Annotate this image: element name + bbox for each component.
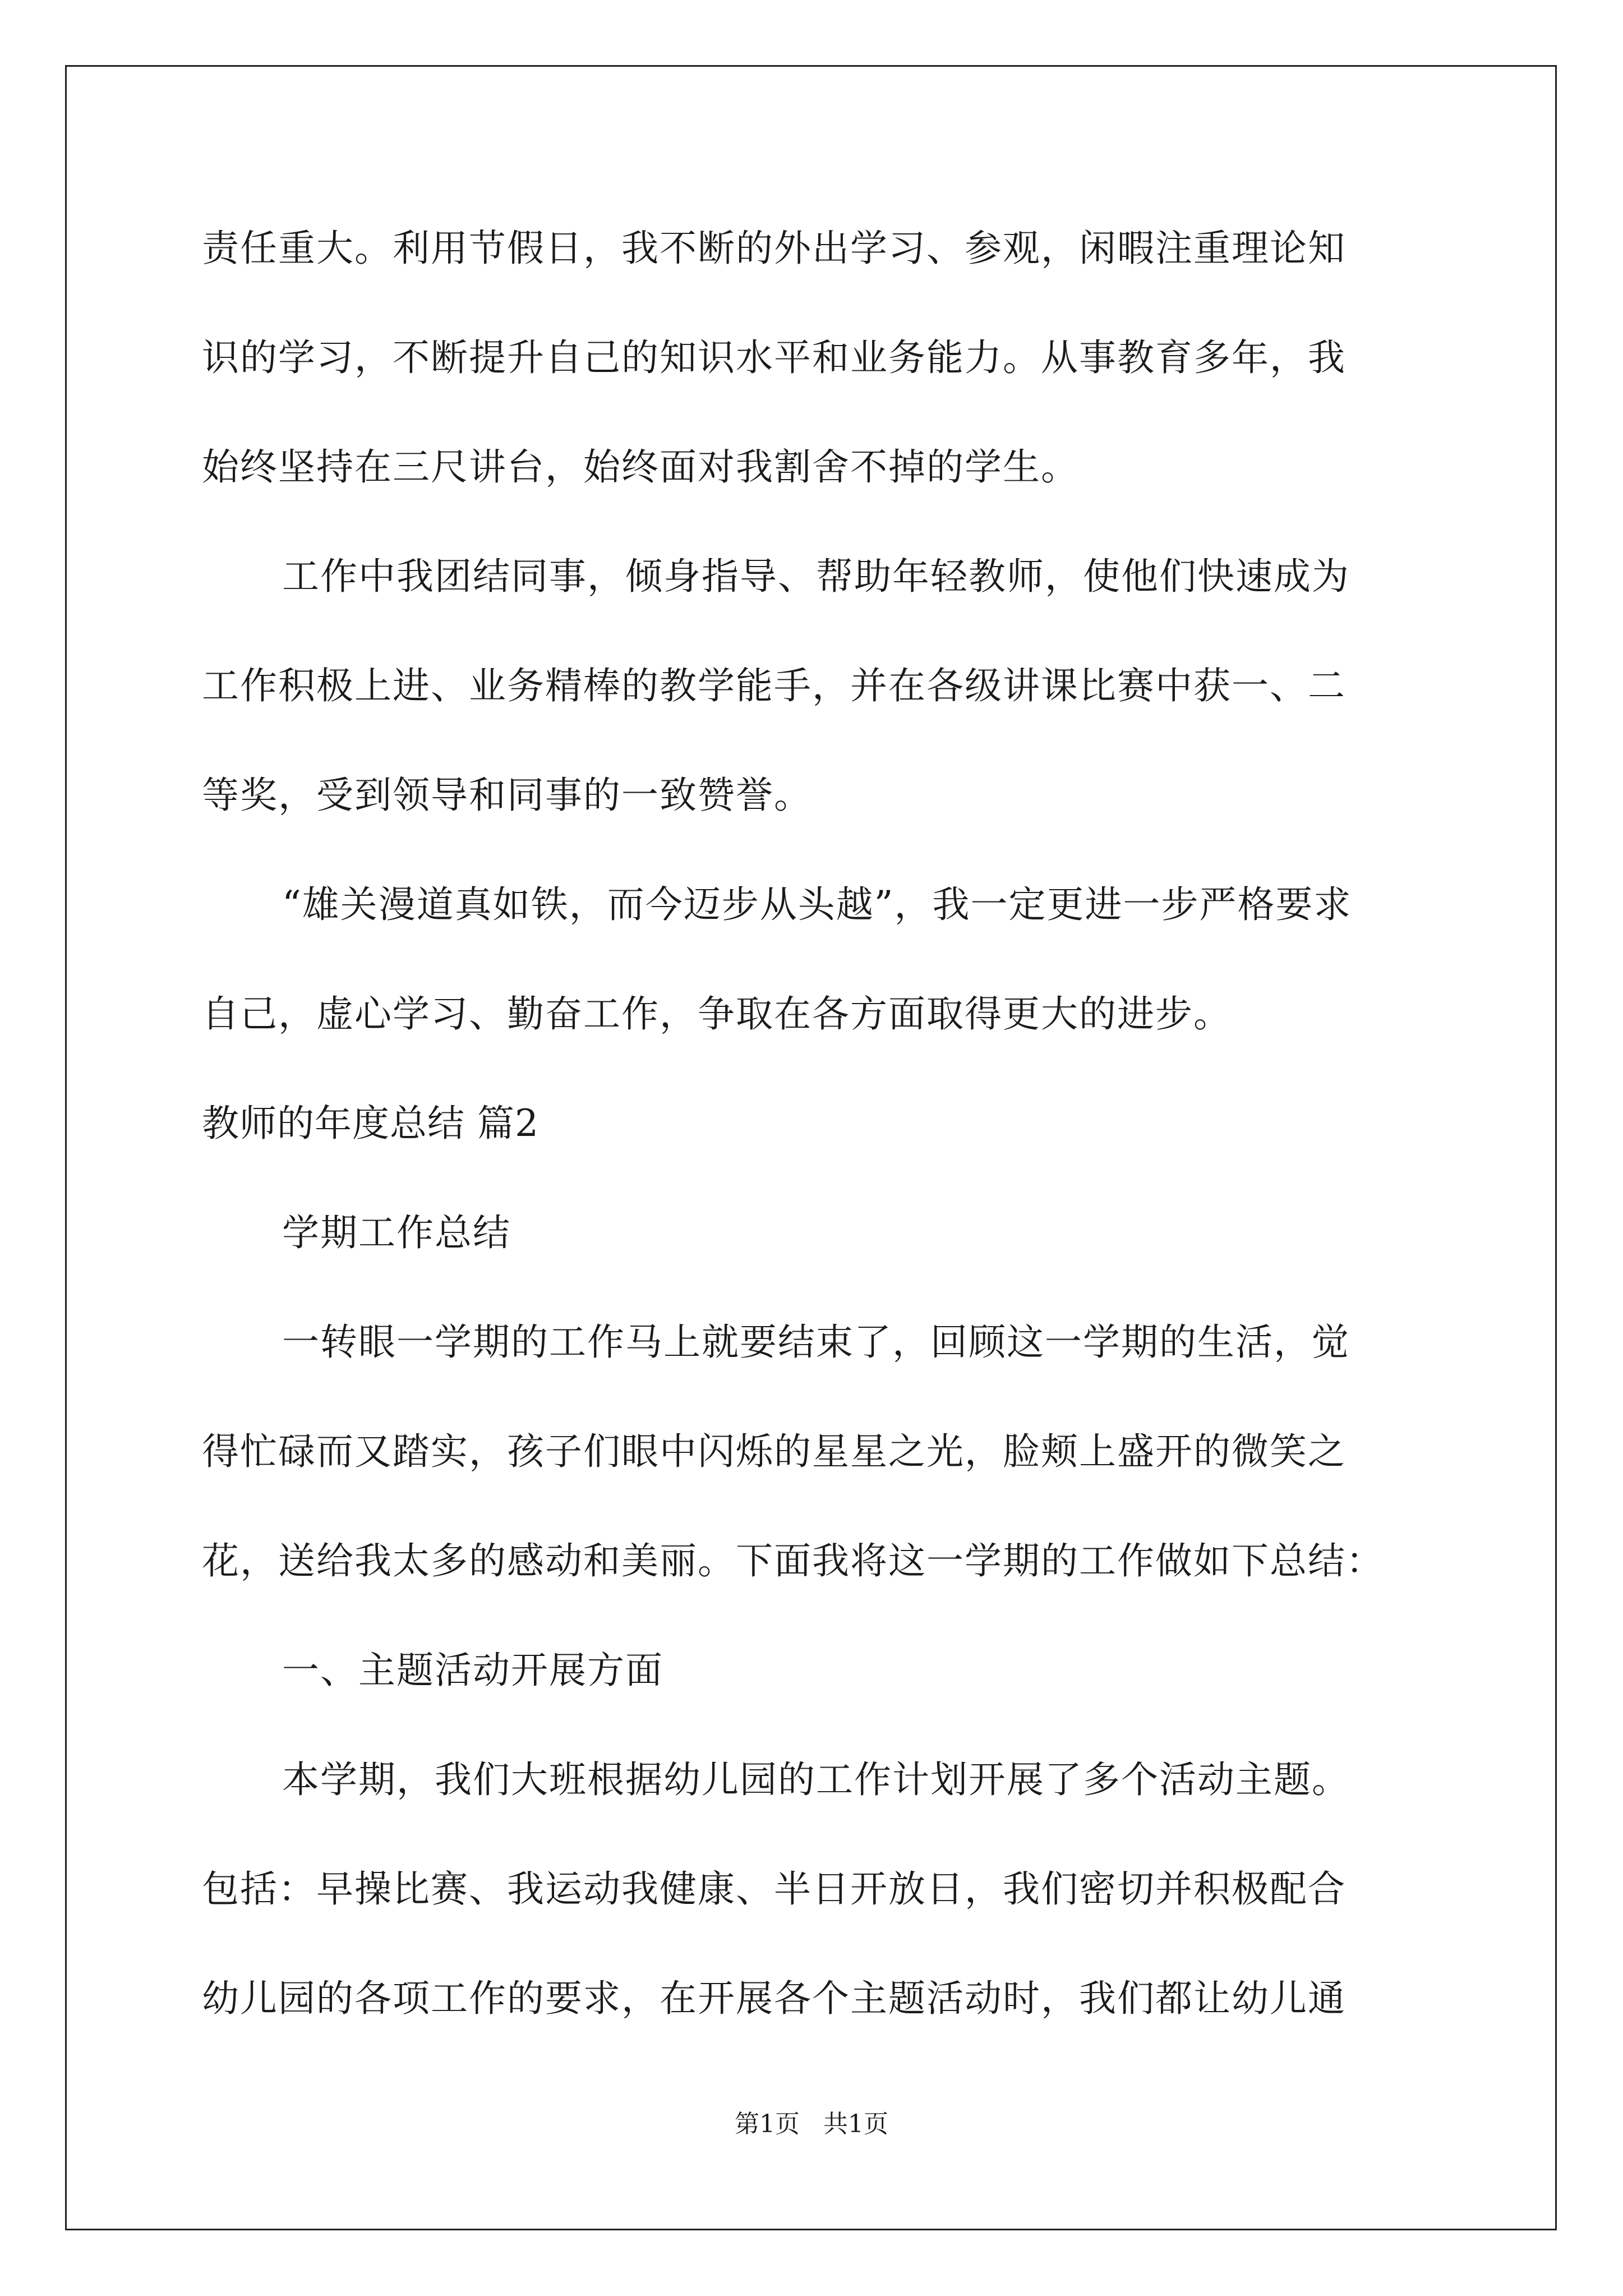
subheading: 一、主题活动开展方面 xyxy=(282,1649,663,1692)
text-line: 始终坚持在三尺讲台，始终面对我割舍不掉的学生。 xyxy=(202,445,1079,489)
text-line: 幼儿园的各项工作的要求，在开展各个主题活动时，我们都让幼儿通 xyxy=(202,1977,1346,2020)
section-heading: 教师的年度总结 篇2 xyxy=(202,1102,539,1145)
text-line: 责任重大。利用节假日，我不断的外出学习、参观，闲暇注重理论知 xyxy=(202,227,1346,270)
text-line: 工作中我团结同事，倾身指导、帮助年轻教师，使他们快速成为 xyxy=(282,555,1350,598)
text-line: 花，送给我太多的感动和美丽。下面我将这一学期的工作做如下总结： xyxy=(202,1539,1384,1582)
subheading: 学期工作总结 xyxy=(282,1211,511,1254)
text-line: 自己，虚心学习、勤奋工作，争取在各方面取得更大的进步。 xyxy=(202,992,1232,1036)
text-line: 一转眼一学期的工作马上就要结束了，回顾这一学期的生活，觉 xyxy=(282,1320,1350,1364)
text-line: 等奖，受到领导和同事的一致赞誉。 xyxy=(202,774,812,817)
text-line: 识的学习，不断提升自己的知识水平和业务能力。从事教育多年，我 xyxy=(202,336,1346,379)
page-footer: 第1页 共1页 xyxy=(735,2110,888,2138)
text-line: 包括：早操比赛、我运动我健康、半日开放日，我们密切并积极配合 xyxy=(202,1867,1346,1911)
text-line: 得忙碌而又踏实，孩子们眼中闪烁的星星之光，脸颊上盛开的微笑之 xyxy=(202,1430,1346,1473)
text-line: “雄关漫道真如铁，而今迈步从头越”，我一定更进一步严格要求 xyxy=(282,883,1352,926)
text-line: 本学期，我们大班根据幼儿园的工作计划开展了多个活动主题。 xyxy=(282,1758,1350,1801)
text-line: 工作积极上进、业务精棒的教学能手，并在各级讲课比赛中获一、二 xyxy=(202,664,1346,707)
